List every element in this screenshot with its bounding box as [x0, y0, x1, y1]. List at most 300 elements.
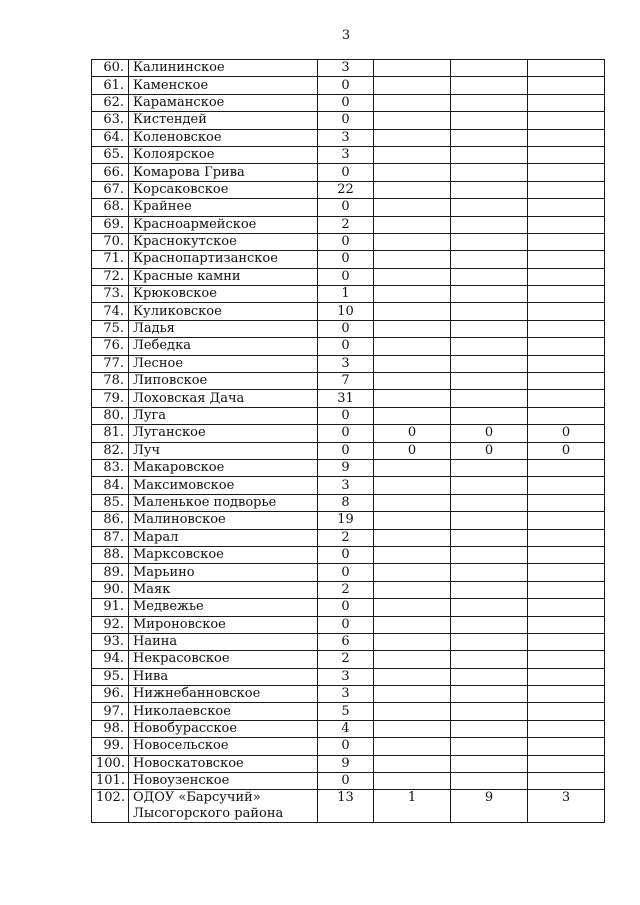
- table-row: [92, 199, 605, 216]
- extra-cell-1: [374, 581, 451, 598]
- row-number: 69.: [92, 216, 129, 233]
- table-row: [92, 599, 605, 616]
- table-row: [92, 546, 605, 563]
- extra-cell-2: [451, 616, 528, 633]
- row-number: 62.: [92, 94, 129, 111]
- row-number: 89.: [92, 564, 129, 581]
- row-number: 88.: [92, 546, 129, 563]
- row-number: 96.: [92, 686, 129, 703]
- count-cell: 1: [318, 286, 374, 303]
- extra-cell-3: [528, 338, 605, 355]
- table-row: [92, 373, 605, 390]
- settlement-name: Калининское: [129, 60, 318, 77]
- settlement-name: Маленькое подворье: [129, 494, 318, 511]
- settlement-name: Малиновское: [129, 512, 318, 529]
- count-cell: 2: [318, 581, 374, 598]
- count-cell: 4: [318, 720, 374, 737]
- count-cell: 0: [318, 407, 374, 424]
- extra-cell-1: [374, 651, 451, 668]
- count-cell: 3: [318, 686, 374, 703]
- table-row: [92, 94, 605, 111]
- row-number: 102.: [92, 790, 129, 823]
- extra-cell-1: [374, 181, 451, 198]
- settlement-name: Марал: [129, 529, 318, 546]
- extra-cell-3: [528, 512, 605, 529]
- row-number: 94.: [92, 651, 129, 668]
- extra-cell-1: [374, 529, 451, 546]
- extra-cell-2: [451, 599, 528, 616]
- settlement-name: Крайнее: [129, 199, 318, 216]
- table-row: [92, 529, 605, 546]
- extra-cell-2: [451, 581, 528, 598]
- extra-cell-1: [374, 94, 451, 111]
- table-row: [92, 633, 605, 650]
- row-number: 100.: [92, 755, 129, 772]
- table-row: [92, 564, 605, 581]
- count-cell: 3: [318, 60, 374, 77]
- table-row: [92, 407, 605, 424]
- count-cell: 3: [318, 355, 374, 372]
- table-row: [92, 738, 605, 755]
- extra-cell-1: [374, 390, 451, 407]
- row-number: 64.: [92, 129, 129, 146]
- settlement-name: Коленовское: [129, 129, 318, 146]
- extra-cell-2: [451, 129, 528, 146]
- settlement-name: Луч: [129, 442, 318, 459]
- extra-cell-2: [451, 720, 528, 737]
- extra-cell-1: [374, 164, 451, 181]
- row-number: 98.: [92, 720, 129, 737]
- count-cell: 0: [318, 338, 374, 355]
- settlement-name: Нива: [129, 668, 318, 685]
- settlement-name: Крюковское: [129, 286, 318, 303]
- row-number: 82.: [92, 442, 129, 459]
- extra-cell-3: 0: [528, 425, 605, 442]
- settlement-name: Медвежье: [129, 599, 318, 616]
- extra-cell-1: 1: [374, 790, 451, 823]
- extra-cell-2: [451, 633, 528, 650]
- row-number: 90.: [92, 581, 129, 598]
- count-cell: 0: [318, 546, 374, 563]
- table-row: [92, 616, 605, 633]
- table-row: [92, 442, 605, 459]
- row-number: 66.: [92, 164, 129, 181]
- extra-cell-2: [451, 77, 528, 94]
- extra-cell-3: [528, 181, 605, 198]
- settlement-name-line-2: Лысогорского района: [133, 806, 284, 822]
- table-row: [92, 703, 605, 720]
- extra-cell-3: [528, 268, 605, 285]
- extra-cell-1: [374, 633, 451, 650]
- settlement-name: Марксовское: [129, 546, 318, 563]
- extra-cell-1: [374, 546, 451, 563]
- extra-cell-3: [528, 703, 605, 720]
- row-number: 97.: [92, 703, 129, 720]
- extra-cell-1: [374, 338, 451, 355]
- table-row: [92, 686, 605, 703]
- count-cell: 9: [318, 459, 374, 476]
- count-cell: 0: [318, 616, 374, 633]
- row-number: 67.: [92, 181, 129, 198]
- extra-cell-1: [374, 286, 451, 303]
- extra-cell-1: [374, 668, 451, 685]
- row-number: 77.: [92, 355, 129, 372]
- extra-cell-2: [451, 529, 528, 546]
- table-row: [92, 338, 605, 355]
- row-number: 84.: [92, 477, 129, 494]
- extra-cell-3: [528, 303, 605, 320]
- row-number: 74.: [92, 303, 129, 320]
- extra-cell-1: [374, 199, 451, 216]
- extra-cell-3: 0: [528, 442, 605, 459]
- count-cell: 0: [318, 251, 374, 268]
- extra-cell-2: [451, 216, 528, 233]
- extra-cell-2: [451, 755, 528, 772]
- extra-cell-3: [528, 320, 605, 337]
- extra-cell-2: [451, 494, 528, 511]
- count-cell: 3: [318, 668, 374, 685]
- extra-cell-1: [374, 112, 451, 129]
- extra-cell-2: [451, 564, 528, 581]
- count-cell: 2: [318, 651, 374, 668]
- extra-cell-3: [528, 529, 605, 546]
- row-number: 79.: [92, 390, 129, 407]
- table-row: [92, 77, 605, 94]
- settlement-name: Кистендей: [129, 112, 318, 129]
- extra-cell-2: [451, 338, 528, 355]
- extra-cell-3: [528, 651, 605, 668]
- settlement-name: Куликовское: [129, 303, 318, 320]
- row-number: 80.: [92, 407, 129, 424]
- extra-cell-1: [374, 720, 451, 737]
- count-cell: 0: [318, 77, 374, 94]
- extra-cell-2: [451, 94, 528, 111]
- count-cell: 0: [318, 738, 374, 755]
- extra-cell-3: [528, 216, 605, 233]
- count-cell: 0: [318, 112, 374, 129]
- row-number: 76.: [92, 338, 129, 355]
- count-cell: 5: [318, 703, 374, 720]
- settlement-name: Краснопартизанское: [129, 251, 318, 268]
- extra-cell-1: [374, 216, 451, 233]
- row-number: 63.: [92, 112, 129, 129]
- extra-cell-3: [528, 686, 605, 703]
- table-row: [92, 181, 605, 198]
- settlement-name: Некрасовское: [129, 651, 318, 668]
- extra-cell-2: [451, 390, 528, 407]
- extra-cell-1: [374, 512, 451, 529]
- settlement-name: Ладья: [129, 320, 318, 337]
- extra-cell-1: [374, 60, 451, 77]
- page-number: 3: [341, 28, 351, 43]
- extra-cell-1: [374, 459, 451, 476]
- settlement-name-line-1: ОДОУ «Барсучий»: [133, 790, 261, 806]
- extra-cell-2: [451, 373, 528, 390]
- settlement-name: Новобурасское: [129, 720, 318, 737]
- count-cell: 0: [318, 94, 374, 111]
- count-cell: 0: [318, 773, 374, 790]
- row-number: 73.: [92, 286, 129, 303]
- count-cell: 31: [318, 390, 374, 407]
- extra-cell-2: [451, 112, 528, 129]
- settlement-name: Маяк: [129, 581, 318, 598]
- extra-cell-1: [374, 738, 451, 755]
- data-table: [91, 59, 605, 823]
- count-cell: 0: [318, 164, 374, 181]
- count-cell: 3: [318, 129, 374, 146]
- table-row: [92, 320, 605, 337]
- settlement-name: Корсаковское: [129, 181, 318, 198]
- extra-cell-3: [528, 199, 605, 216]
- extra-cell-2: [451, 320, 528, 337]
- extra-cell-3: [528, 581, 605, 598]
- settlement-name: Каменское: [129, 77, 318, 94]
- table-row: [92, 146, 605, 163]
- table-row: [92, 581, 605, 598]
- row-number: 81.: [92, 425, 129, 442]
- count-cell: 22: [318, 181, 374, 198]
- extra-cell-3: [528, 599, 605, 616]
- extra-cell-2: [451, 164, 528, 181]
- extra-cell-2: [451, 268, 528, 285]
- extra-cell-3: [528, 564, 605, 581]
- count-cell: 13: [318, 790, 374, 823]
- settlement-name: Макаровское: [129, 459, 318, 476]
- row-number: 93.: [92, 633, 129, 650]
- row-number: 95.: [92, 668, 129, 685]
- settlement-name: Лебедка: [129, 338, 318, 355]
- row-number: 91.: [92, 599, 129, 616]
- extra-cell-3: [528, 720, 605, 737]
- table-row: [92, 233, 605, 250]
- table-body: [92, 60, 605, 823]
- extra-cell-1: [374, 303, 451, 320]
- settlement-name: Луга: [129, 407, 318, 424]
- table-row: [92, 268, 605, 285]
- table-row: [92, 355, 605, 372]
- table-row: [92, 390, 605, 407]
- count-cell: 0: [318, 320, 374, 337]
- settlement-name: Новоузенское: [129, 773, 318, 790]
- row-number: 61.: [92, 77, 129, 94]
- extra-cell-1: [374, 251, 451, 268]
- extra-cell-1: [374, 373, 451, 390]
- table-row: [92, 459, 605, 476]
- extra-cell-2: [451, 146, 528, 163]
- settlement-name: Новоскатовское: [129, 755, 318, 772]
- extra-cell-3: [528, 355, 605, 372]
- table-row: [92, 790, 605, 823]
- extra-cell-2: [451, 546, 528, 563]
- settlement-name: Красные камни: [129, 268, 318, 285]
- table-row: [92, 773, 605, 790]
- extra-cell-3: [528, 616, 605, 633]
- extra-cell-1: [374, 233, 451, 250]
- extra-cell-2: [451, 668, 528, 685]
- settlement-name: Нижнебанновское: [129, 686, 318, 703]
- extra-cell-2: [451, 181, 528, 198]
- settlement-name: Комарова Грива: [129, 164, 318, 181]
- extra-cell-2: 0: [451, 425, 528, 442]
- count-cell: 2: [318, 216, 374, 233]
- row-number: 85.: [92, 494, 129, 511]
- count-cell: 9: [318, 755, 374, 772]
- table-row: [92, 216, 605, 233]
- extra-cell-3: [528, 755, 605, 772]
- extra-cell-2: [451, 355, 528, 372]
- extra-cell-1: [374, 355, 451, 372]
- extra-cell-1: [374, 268, 451, 285]
- count-cell: 10: [318, 303, 374, 320]
- extra-cell-1: [374, 686, 451, 703]
- settlement-name: Лоховская Дача: [129, 390, 318, 407]
- row-number: 92.: [92, 616, 129, 633]
- row-number: 87.: [92, 529, 129, 546]
- count-cell: 0: [318, 599, 374, 616]
- count-cell: 6: [318, 633, 374, 650]
- extra-cell-3: [528, 494, 605, 511]
- extra-cell-3: [528, 477, 605, 494]
- extra-cell-1: [374, 407, 451, 424]
- extra-cell-3: [528, 129, 605, 146]
- extra-cell-2: [451, 459, 528, 476]
- table-row: [92, 512, 605, 529]
- row-number: 86.: [92, 512, 129, 529]
- extra-cell-2: 0: [451, 442, 528, 459]
- table-row: [92, 651, 605, 668]
- settlement-name: Новосельское: [129, 738, 318, 755]
- extra-cell-1: [374, 616, 451, 633]
- row-number: 101.: [92, 773, 129, 790]
- settlement-name: Максимовское: [129, 477, 318, 494]
- table-row: [92, 755, 605, 772]
- extra-cell-1: [374, 320, 451, 337]
- table-row: [92, 477, 605, 494]
- extra-cell-3: [528, 251, 605, 268]
- extra-cell-3: 3: [528, 790, 605, 823]
- extra-cell-2: [451, 60, 528, 77]
- extra-cell-2: [451, 286, 528, 303]
- extra-cell-3: [528, 286, 605, 303]
- count-cell: 3: [318, 146, 374, 163]
- count-cell: 0: [318, 442, 374, 459]
- extra-cell-3: [528, 77, 605, 94]
- extra-cell-1: [374, 755, 451, 772]
- settlement-name: Красноармейское: [129, 216, 318, 233]
- settlement-name: Луганское: [129, 425, 318, 442]
- table-row: [92, 129, 605, 146]
- count-cell: 0: [318, 268, 374, 285]
- settlement-name: Лесное: [129, 355, 318, 372]
- extra-cell-3: [528, 233, 605, 250]
- extra-cell-1: 0: [374, 425, 451, 442]
- extra-cell-1: [374, 599, 451, 616]
- table-row: [92, 286, 605, 303]
- extra-cell-2: [451, 703, 528, 720]
- table-row: [92, 164, 605, 181]
- count-cell: 0: [318, 425, 374, 442]
- settlement-name: Наина: [129, 633, 318, 650]
- extra-cell-2: 9: [451, 790, 528, 823]
- extra-cell-2: [451, 199, 528, 216]
- settlement-name: [129, 790, 318, 823]
- count-cell: 0: [318, 564, 374, 581]
- extra-cell-3: [528, 738, 605, 755]
- extra-cell-2: [451, 651, 528, 668]
- table-row: [92, 112, 605, 129]
- settlement-name: Николаевское: [129, 703, 318, 720]
- table-row: [92, 60, 605, 77]
- extra-cell-2: [451, 477, 528, 494]
- extra-cell-3: [528, 459, 605, 476]
- extra-cell-3: [528, 373, 605, 390]
- extra-cell-1: [374, 129, 451, 146]
- row-number: 71.: [92, 251, 129, 268]
- row-number: 70.: [92, 233, 129, 250]
- extra-cell-1: [374, 77, 451, 94]
- extra-cell-2: [451, 512, 528, 529]
- table-row: [92, 251, 605, 268]
- settlement-name: Марьино: [129, 564, 318, 581]
- settlement-name: Караманское: [129, 94, 318, 111]
- row-number: 83.: [92, 459, 129, 476]
- count-cell: 0: [318, 233, 374, 250]
- extra-cell-1: [374, 773, 451, 790]
- count-cell: 0: [318, 199, 374, 216]
- extra-cell-1: [374, 703, 451, 720]
- extra-cell-2: [451, 251, 528, 268]
- count-cell: 3: [318, 477, 374, 494]
- row-number: 99.: [92, 738, 129, 755]
- extra-cell-2: [451, 303, 528, 320]
- extra-cell-1: 0: [374, 442, 451, 459]
- extra-cell-2: [451, 773, 528, 790]
- extra-cell-3: [528, 164, 605, 181]
- extra-cell-1: [374, 494, 451, 511]
- extra-cell-3: [528, 112, 605, 129]
- row-number: 65.: [92, 146, 129, 163]
- extra-cell-2: [451, 738, 528, 755]
- extra-cell-3: [528, 390, 605, 407]
- extra-cell-3: [528, 94, 605, 111]
- count-cell: 8: [318, 494, 374, 511]
- extra-cell-3: [528, 60, 605, 77]
- extra-cell-1: [374, 564, 451, 581]
- count-cell: 2: [318, 529, 374, 546]
- extra-cell-3: [528, 146, 605, 163]
- extra-cell-3: [528, 773, 605, 790]
- extra-cell-2: [451, 407, 528, 424]
- extra-cell-2: [451, 686, 528, 703]
- extra-cell-3: [528, 407, 605, 424]
- table-row: [92, 303, 605, 320]
- extra-cell-3: [528, 546, 605, 563]
- table-row: [92, 494, 605, 511]
- extra-cell-2: [451, 233, 528, 250]
- extra-cell-3: [528, 668, 605, 685]
- table-row: [92, 720, 605, 737]
- count-cell: 7: [318, 373, 374, 390]
- extra-cell-1: [374, 477, 451, 494]
- settlement-name: Колоярское: [129, 146, 318, 163]
- row-number: 60.: [92, 60, 129, 77]
- table-row: [92, 668, 605, 685]
- table-row: [92, 425, 605, 442]
- settlement-name: Краснокутское: [129, 233, 318, 250]
- extra-cell-3: [528, 633, 605, 650]
- row-number: 68.: [92, 199, 129, 216]
- settlement-name: Липовское: [129, 373, 318, 390]
